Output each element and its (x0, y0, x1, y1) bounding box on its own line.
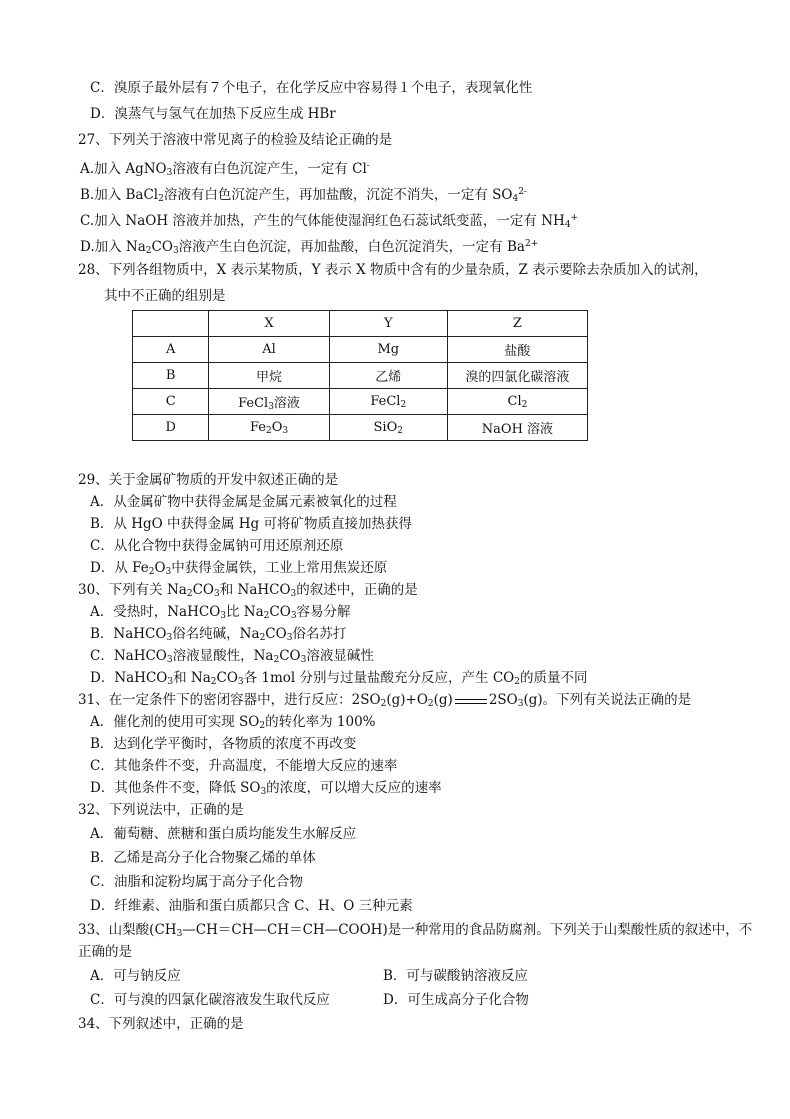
table-header-row (133, 311, 588, 337)
question-29-option-c: C．从化合物中获得金属钠可用还原剂还原 (90, 538, 344, 554)
table-cell: 溴的四氯化碳溶液 (447, 363, 587, 389)
table-header-cell: Z (447, 311, 587, 337)
table-row (133, 415, 588, 441)
table-header-cell: Y (329, 311, 447, 337)
question-30-option-a: A．受热时，NaHCO$_3$比 $Na_2CO_3$容易分解 (90, 604, 351, 621)
table-cell: FeCl$_2$ (329, 389, 447, 415)
equilibrium-arrow-icon (453, 696, 489, 706)
question-31-option-c: C．其他条件不变，升高温度，不能增大反应的速率 (90, 758, 398, 774)
table-cell: A (133, 337, 209, 363)
question-27-option-a: A.加入 AgNO$_3$溶液有白色沉淀产生，一定有 Cl- (80, 161, 370, 178)
table-cell: B (133, 363, 209, 389)
question-30-option-c: C．NaHCO$_3$溶液显酸性，$Na_2CO_3$溶液显碱性 (90, 648, 374, 665)
question-32-option-d: D．纤维素、油脂和蛋白质都只含 C、H、O 三种元素 (90, 898, 413, 914)
question-27-option-c: C.加入 NaOH 溶液并加热，产生的气体能使湿润红色石蕊试纸变蓝，一定有 $NH_4^+$ (80, 213, 579, 230)
question-29-option-b: B．从 HgO 中获得金属 Hg 可将矿物质直接加热获得 (90, 516, 412, 532)
table-row (133, 389, 588, 415)
table-cell: C (133, 389, 209, 415)
table-cell: 盐酸 (447, 337, 587, 363)
question-34-stem: 34、下列叙述中，正确的是 (78, 1016, 244, 1032)
question-30-option-d: D．NaHCO$_3$和 $Na_2CO_3$各 1mol 分别与过量盐酸充分反应，产生 $CO_2$的质量不同 (90, 670, 588, 687)
table-cell: Al (209, 337, 329, 363)
table-header-cell: X (209, 311, 329, 337)
table-cell: SiO$_2$ (329, 415, 447, 441)
question-27-stem: 27、下列关于溶液中常见离子的检验及结论正确的是 (78, 132, 393, 148)
table-row (133, 337, 588, 363)
impurity-table (132, 310, 588, 441)
question-32-stem: 32、下列说法中，正确的是 (78, 802, 244, 818)
table-cell: FeCl$_3$溶液 (209, 389, 329, 415)
question-28-stem: 28、下列各组物质中，X 表示某物质，Y 表示 X 物质中含有的少量杂质，Z 表示要除去杂质加入的试剂， (78, 262, 708, 278)
question-33-option-b: B．可与碳酸钠溶液反应 (383, 968, 528, 984)
question-32-option-a: A．葡萄糖、蔗糖和蛋白质均能发生水解反应 (90, 826, 357, 842)
question-31-option-b: B．达到化学平衡时，各物质的浓度不再改变 (90, 736, 357, 752)
question-30-option-b: B．NaHCO$_3$俗名纯碱，$Na_2CO_3$俗名苏打 (90, 626, 347, 643)
question-28-stem-continued: 其中不正确的组别是 (104, 288, 226, 304)
table-cell: D (133, 415, 209, 441)
table-cell: 乙烯 (329, 363, 447, 389)
question-30-stem: 30、下列有关 $Na_2CO_3$和 NaHCO$_3$的叙述中，正确的是 (78, 582, 418, 599)
question-31-option-d: D．其他条件不变，降低 $SO_3$的浓度，可以增大反应的速率 (90, 780, 442, 797)
question-32-option-c: C．油脂和淀粉均属于高分子化合物 (90, 874, 303, 890)
table-cell: NaOH 溶液 (447, 415, 587, 441)
table-cell: $Fe_2O_3$ (209, 415, 329, 441)
question-33-option-d: D．可生成高分子化合物 (383, 992, 529, 1008)
table-cell: 甲烷 (209, 363, 329, 389)
question-31-stem: 31、在一定条件下的密闭容器中，进行反应：$2SO_2(g)+O_2(g)$ $2SO_3(g)$。下列有关说法正确的是 (78, 692, 692, 709)
option-c-bromine: C．溴原子最外层有７个电子，在化学反应中容易得１个电子，表现氧化性 (90, 80, 533, 96)
option-d-bromine: D．溴蒸气与氢气在加热下反应生成 HBr (90, 106, 336, 122)
question-33-stem: 33、山梨酸$(CH_3—CH=CH—CH=CH—COOH)$是一种常用的食品防腐剂。下列关于山梨酸性质的叙述中，不 (78, 922, 753, 939)
question-33-stem-continued: 正确的是 (78, 944, 132, 960)
table-cell: Mg (329, 337, 447, 363)
question-33-option-a: A．可与钠反应 (90, 968, 181, 984)
question-31-option-a: A．催化剂的使用可实现 $SO_2$的转化率为 100% (90, 714, 376, 731)
question-27-option-b: B.加入 BaCl$_2$溶液有白色沉淀产生，再加盐酸，沉淀不消失，一定有 $SO_4^{2-}$ (80, 187, 527, 204)
question-27-option-d: D.加入 $Na_2CO_3$溶液产生白色沉淀，再加盐酸，白色沉淀消失，一定有 $Ba^{2+}$ (80, 239, 539, 256)
question-33-option-c: C．可与溴的四氯化碳溶液发生取代反应 (90, 992, 330, 1008)
question-29-stem: 29、关于金属矿物质的开发中叙述正确的是 (78, 472, 339, 488)
question-29-option-a: A．从金属矿物中获得金属是金属元素被氧化的过程 (90, 494, 397, 510)
question-29-option-d: D．从 $Fe_2O_3$中获得金属铁，工业上常用焦炭还原 (90, 560, 388, 577)
question-32-option-b: B．乙烯是高分子化合物聚乙烯的单体 (90, 850, 316, 866)
table-header-cell (133, 311, 209, 337)
table-row (133, 363, 588, 389)
table-cell: $Cl_2$ (447, 389, 587, 415)
